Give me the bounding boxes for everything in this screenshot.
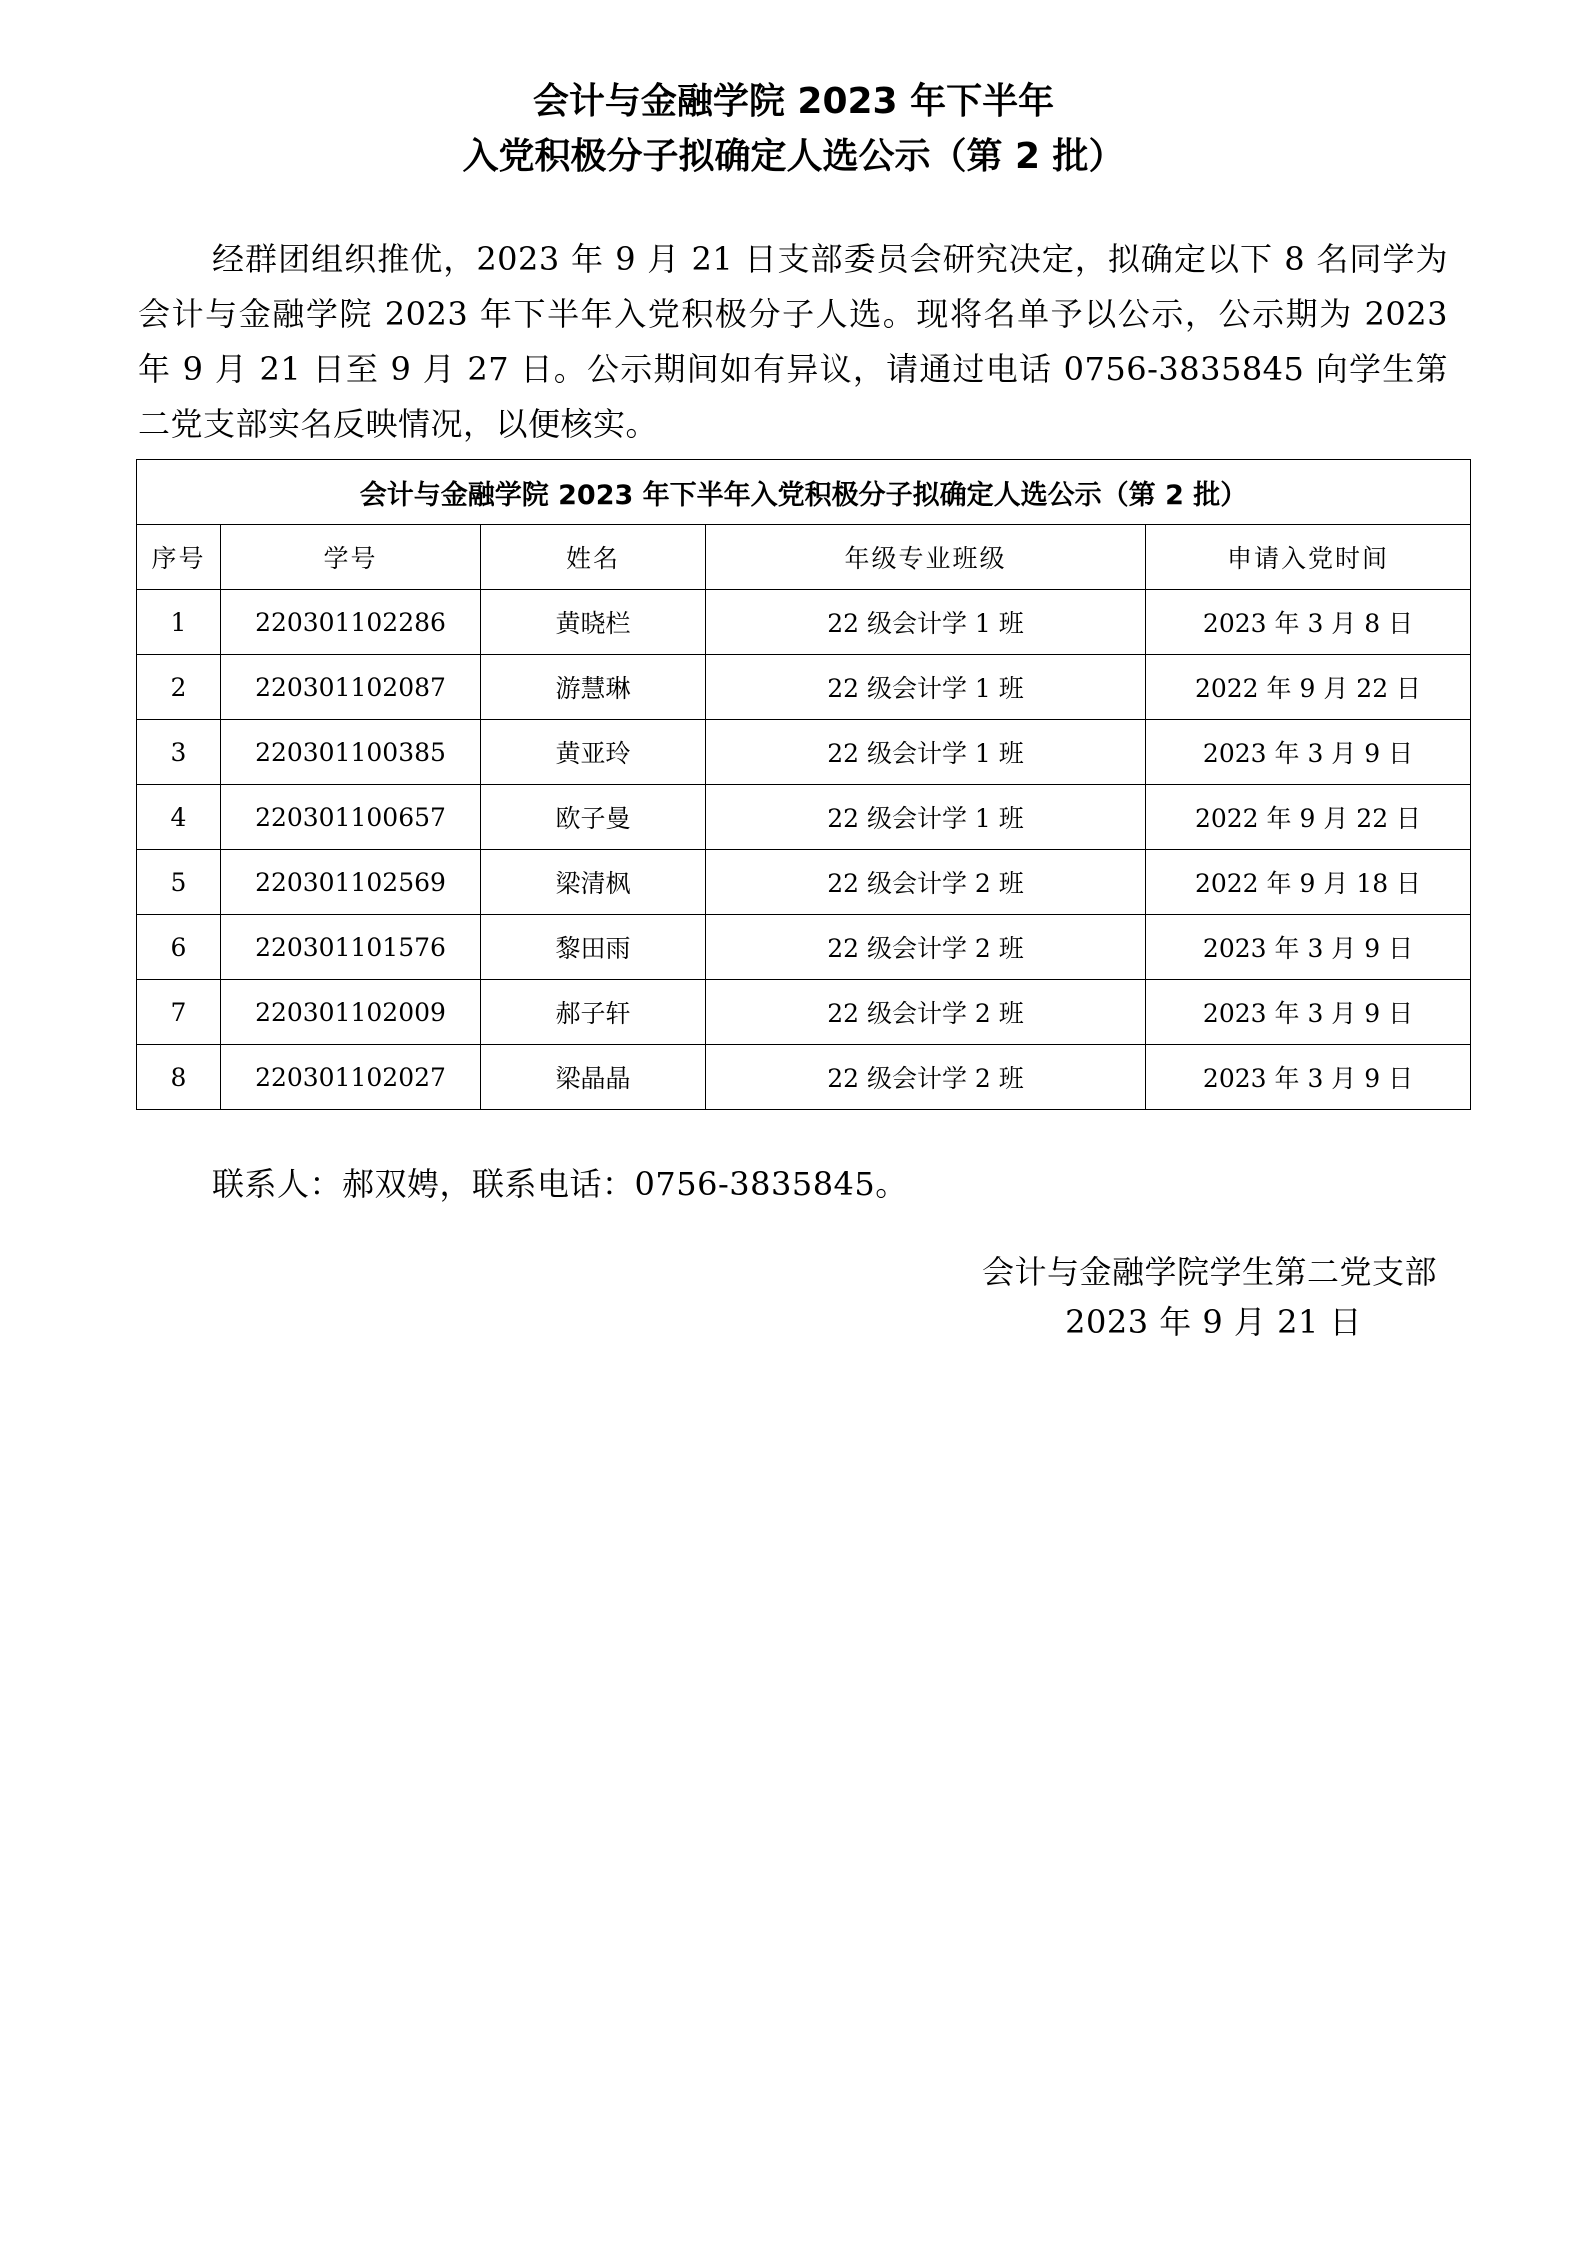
- announcement-body: 经群团组织推优，2023 年 9 月 21 日支部委员会研究决定，拟确定以下 8 名同学为会计与金融学院 2023 年下半年入党积极分子人选。现将名单予以公示，公示期为 2023 年 9 月 21 日至 9 月 27 日。公示期间如有异议，请通过电话 0756-3835845 向学生第二党支部实名反映情况，以便核实。: [138, 240, 1448, 443]
- cell-index: 8: [137, 1045, 221, 1110]
- cell-application-date: 2023 年 3 月 8 日: [1146, 590, 1471, 655]
- table-caption: 会计与金融学院 2023 年下半年入党积极分子拟确定人选公示（第 2 批）: [137, 460, 1471, 525]
- cell-name: 黎田雨: [481, 915, 706, 980]
- table-row: [137, 590, 1471, 655]
- signature-organization: 会计与金融学院学生第二党支部: [981, 1253, 1437, 1291]
- column-header-class: 年级专业班级: [706, 525, 1146, 590]
- table-row: [137, 850, 1471, 915]
- cell-index: 7: [137, 980, 221, 1045]
- cell-class: 22 级会计学 1 班: [706, 720, 1146, 785]
- cell-name: 梁清枫: [481, 850, 706, 915]
- cell-student-id: 220301100657: [221, 785, 481, 850]
- cell-class: 22 级会计学 2 班: [706, 850, 1146, 915]
- cell-student-id: 220301102286: [221, 590, 481, 655]
- table-caption-row: [137, 460, 1471, 525]
- cell-application-date: 2023 年 3 月 9 日: [1146, 720, 1471, 785]
- cell-application-date: 2023 年 3 月 9 日: [1146, 980, 1471, 1045]
- cell-application-date: 2023 年 3 月 9 日: [1146, 915, 1471, 980]
- cell-class: 22 级会计学 1 班: [706, 785, 1146, 850]
- cell-application-date: 2022 年 9 月 22 日: [1146, 655, 1471, 720]
- cell-student-id: 220301102087: [221, 655, 481, 720]
- cell-student-id: 220301101576: [221, 915, 481, 980]
- table-header-row: [137, 525, 1471, 590]
- column-header-application-date: 申请入党时间: [1146, 525, 1471, 590]
- table-row: [137, 980, 1471, 1045]
- cell-index: 5: [137, 850, 221, 915]
- cell-application-date: 2022 年 9 月 22 日: [1146, 785, 1471, 850]
- cell-student-id: 220301102027: [221, 1045, 481, 1110]
- table-row: [137, 785, 1471, 850]
- cell-name: 黄亚玲: [481, 720, 706, 785]
- column-header-name: 姓名: [481, 525, 706, 590]
- cell-name: 欧子曼: [481, 785, 706, 850]
- document-title-line-2: 入党积极分子拟确定人选公示（第 2 批）: [462, 136, 1125, 177]
- column-header-student-id: 学号: [221, 525, 481, 590]
- cell-application-date: 2022 年 9 月 18 日: [1146, 850, 1471, 915]
- cell-student-id: 220301100385: [221, 720, 481, 785]
- cell-class: 22 级会计学 1 班: [706, 590, 1146, 655]
- cell-name: 郝子轩: [481, 980, 706, 1045]
- cell-student-id: 220301102009: [221, 980, 481, 1045]
- table-row: [137, 915, 1471, 980]
- table-row: [137, 720, 1471, 785]
- table-row: [137, 1045, 1471, 1110]
- document-title-line-1: 会计与金融学院 2023 年下半年: [532, 81, 1055, 122]
- table-row: [137, 655, 1471, 720]
- cell-class: 22 级会计学 2 班: [706, 1045, 1146, 1110]
- cell-index: 6: [137, 915, 221, 980]
- contact-line: 联系人：郝双娉，联系电话：0756-3835845。: [212, 1165, 908, 1203]
- signature-date: 2023 年 9 月 21 日: [1065, 1303, 1362, 1341]
- cell-index: 1: [137, 590, 221, 655]
- column-header-index: 序号: [137, 525, 221, 590]
- cell-class: 22 级会计学 2 班: [706, 915, 1146, 980]
- cell-class: 22 级会计学 1 班: [706, 655, 1146, 720]
- cell-index: 3: [137, 720, 221, 785]
- cell-name: 游慧琳: [481, 655, 706, 720]
- candidate-table: [136, 459, 1471, 1110]
- cell-index: 4: [137, 785, 221, 850]
- cell-student-id: 220301102569: [221, 850, 481, 915]
- cell-application-date: 2023 年 3 月 9 日: [1146, 1045, 1471, 1110]
- cell-index: 2: [137, 655, 221, 720]
- cell-class: 22 级会计学 2 班: [706, 980, 1146, 1045]
- cell-name: 梁晶晶: [481, 1045, 706, 1110]
- cell-name: 黄晓栏: [481, 590, 706, 655]
